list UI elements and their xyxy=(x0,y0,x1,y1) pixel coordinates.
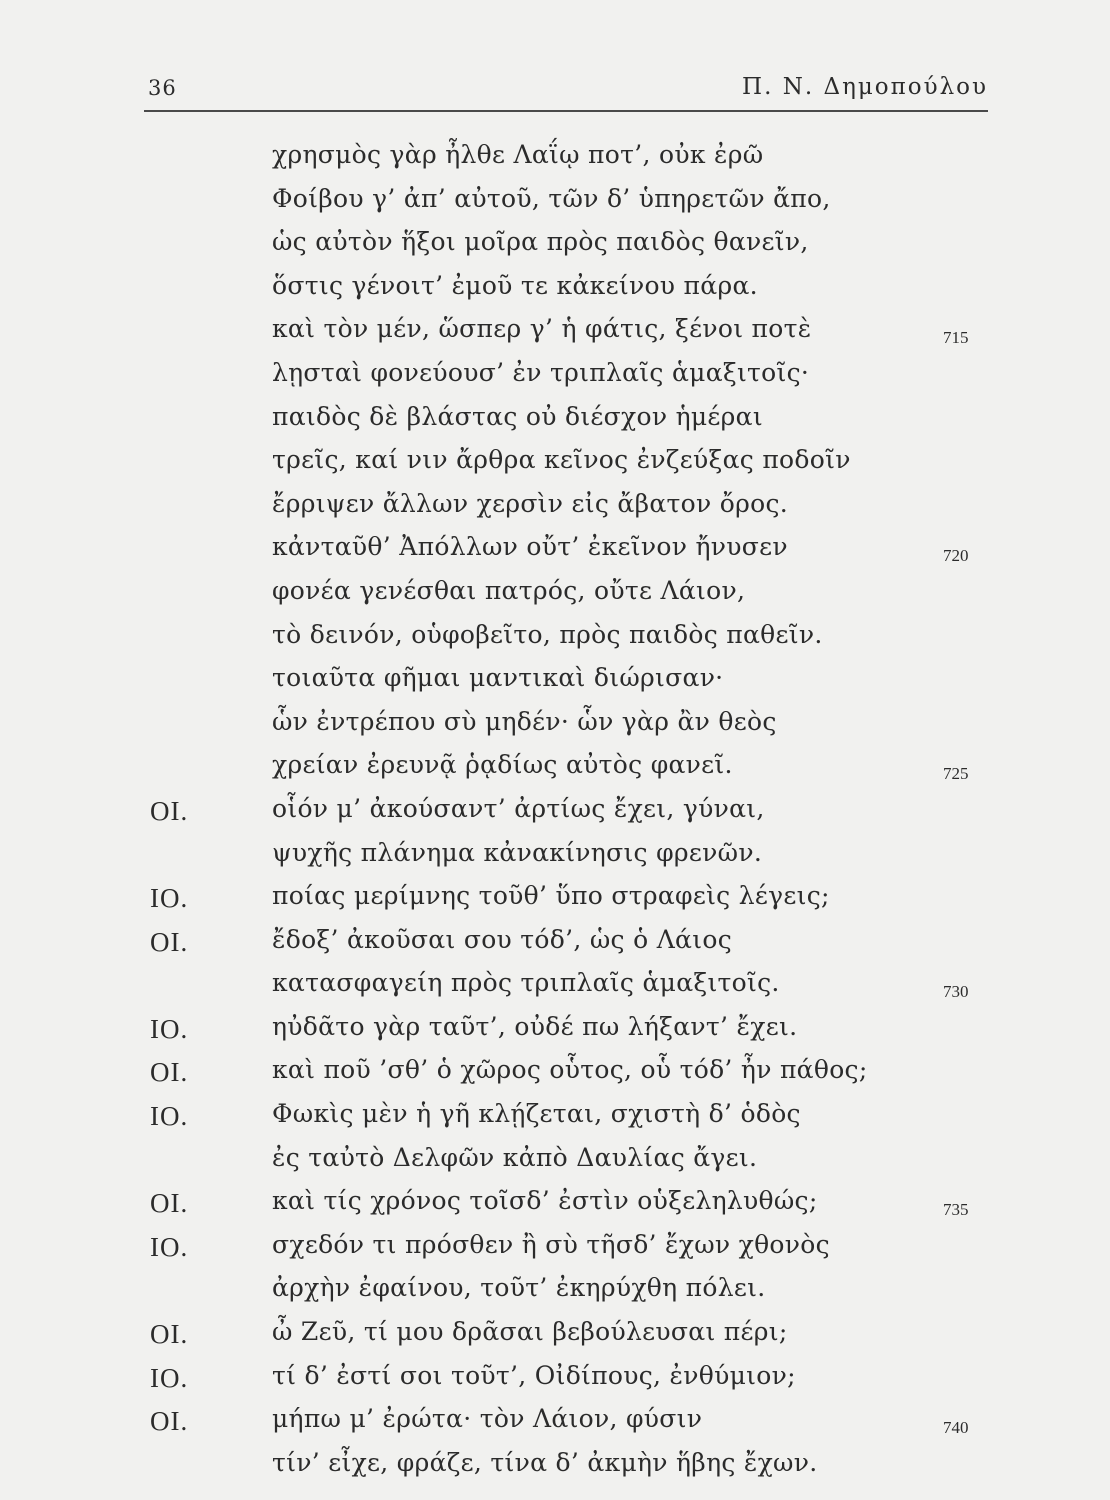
verse-text: καὶ τίς χρόνος τοῖσδ’ ἐστὶν οὑξεληλυθώς; xyxy=(272,1186,818,1216)
verse-text: λῃσταὶ φονεύουσ’ ἐν τριπλαῖς ἁμαξιτοῖς· xyxy=(272,357,810,387)
verse-text: ψυχῆς πλάνημα κἀνακίνησις φρενῶν. xyxy=(272,837,763,867)
verse-line xyxy=(0,1055,1110,1099)
verse-line xyxy=(0,881,1110,925)
verse-text: ἔρριψεν ἄλλων χερσὶν εἰς ἄβατον ὄρος. xyxy=(272,488,789,518)
verse-line xyxy=(0,1361,1110,1405)
verse-line xyxy=(0,1273,1110,1317)
verse-text: τοιαῦτα φῆμαι μαντικαὶ διώρισαν· xyxy=(272,663,724,693)
verse-text: καὶ τὸν μέν, ὥσπερ γ’ ἡ φάτις, ξένοι ποτὲ xyxy=(272,314,812,344)
verse-line xyxy=(0,184,1110,228)
verse-line xyxy=(0,1186,1110,1230)
verse-line xyxy=(0,794,1110,838)
verse-line xyxy=(0,1012,1110,1056)
speaker-label: ΟΙ. xyxy=(150,1319,189,1350)
verse-line xyxy=(0,663,1110,707)
verse-line xyxy=(0,620,1110,664)
verse-line xyxy=(0,707,1110,751)
verse-line xyxy=(0,314,1110,358)
verse-line xyxy=(0,1143,1110,1187)
line-number: 730 xyxy=(943,982,969,1002)
verse-line xyxy=(0,1230,1110,1274)
verse-text: τίν’ εἶχε, φράζε, τίνα δ’ ἀκμὴν ἥβης ἔχων. xyxy=(272,1447,818,1477)
verse-text: ἀρχὴν ἐφαίνου, τοῦτ’ ἐκηρύχθη πόλει. xyxy=(272,1273,766,1303)
verse-text: φονέα γενέσθαι πατρός, οὔτε Λάιον, xyxy=(272,575,746,605)
verse-block xyxy=(0,140,1110,1491)
verse-text: ποίας μερίμνης τοῦθ’ ὕπο στραφεὶς λέγεις; xyxy=(272,881,830,911)
verse-text: κἀνταῦθ’ Ἀπόλλων οὔτ’ ἐκεῖνον ἤνυσεν xyxy=(272,532,788,562)
speaker-label: ΙΟ. xyxy=(150,883,189,914)
verse-text: τί δ’ ἐστί σοι τοῦτ’, Οἰδίπους, ἐνθύμιον; xyxy=(272,1360,796,1390)
line-number: 740 xyxy=(943,1418,969,1438)
verse-line xyxy=(0,1317,1110,1361)
verse-text: οἷόν μ’ ἀκούσαντ’ ἀρτίως ἔχει, γύναι, xyxy=(272,793,765,823)
verse-text: ὡς αὐτὸν ἥξοι μοῖρα πρὸς παιδὸς θανεῖν, xyxy=(272,227,809,257)
verse-line xyxy=(0,750,1110,794)
verse-text: χρησμὸς γὰρ ἦλθε Λαΐῳ ποτ’, οὐκ ἐρῶ xyxy=(272,140,764,169)
verse-text: μήπω μ’ ἐρώτα· τὸν Λάιον, φύσιν xyxy=(272,1404,703,1434)
verse-line xyxy=(0,489,1110,533)
speaker-label: ΙΟ. xyxy=(150,1231,189,1262)
verse-line xyxy=(0,445,1110,489)
verse-line xyxy=(0,1404,1110,1448)
speaker-label: ΟΙ. xyxy=(150,1406,189,1437)
speaker-label: ΙΟ. xyxy=(150,1013,189,1044)
speaker-label: ΟΙ. xyxy=(150,795,189,826)
verse-text: ἐς ταὐτὸ Δελφῶν κἀπὸ Δαυλίας ἄγει. xyxy=(272,1142,758,1172)
verse-line xyxy=(0,576,1110,620)
verse-line xyxy=(0,140,1110,184)
verse-text: ὅστις γένοιτ’ ἐμοῦ τε κἀκείνου πάρα. xyxy=(272,270,758,300)
verse-line xyxy=(0,271,1110,315)
verse-line xyxy=(0,968,1110,1012)
header-rule xyxy=(144,110,988,112)
verse-text: Φοίβου γ’ ἀπ’ αὐτοῦ, τῶν δ’ ὑπηρετῶν ἄπο, xyxy=(272,183,831,213)
verse-line xyxy=(0,1448,1110,1492)
verse-text: καὶ ποῦ ’σθ’ ὁ χῶρος οὗτος, οὗ τόδ’ ἦν πάθος; xyxy=(272,1055,868,1085)
speaker-label: ΟΙ. xyxy=(150,1188,189,1219)
verse-line xyxy=(0,358,1110,402)
verse-line xyxy=(0,1099,1110,1143)
line-number: 715 xyxy=(943,328,969,348)
verse-text: ἔδοξ’ ἀκοῦσαι σου τόδ’, ὡς ὁ Λάιος xyxy=(272,924,732,954)
verse-text: σχεδόν τι πρόσθεν ἢ σὺ τῆσδ’ ἔχων χθονὸς xyxy=(272,1229,830,1259)
verse-text: ὧν ἐντρέπου σὺ μηδέν· ὧν γὰρ ἂν θεὸς xyxy=(272,706,777,736)
verse-text: Φωκὶς μὲν ἡ γῆ κλῄζεται, σχιστὴ δ’ ὁδὸς xyxy=(272,1099,801,1129)
verse-line xyxy=(0,838,1110,882)
verse-text: ηὐδᾶτο γὰρ ταῦτ’, οὐδέ πω λήξαντ’ ἔχει. xyxy=(272,1011,798,1041)
verse-line xyxy=(0,532,1110,576)
speaker-label: ΙΟ. xyxy=(150,1362,189,1393)
verse-line xyxy=(0,925,1110,969)
verse-line xyxy=(0,402,1110,446)
verse-text: τρεῖς, καί νιν ἄρθρα κεῖνος ἐνζεύξας ποδοῖν xyxy=(272,445,851,475)
verse-text: χρείαν ἐρευνᾷ ῥᾳδίως αὐτὸς φανεῖ. xyxy=(272,750,733,780)
speaker-label: ΙΟ. xyxy=(150,1101,189,1132)
line-number: 720 xyxy=(943,546,969,566)
verse-text: ὦ Ζεῦ, τί μου δρᾶσαι βεβούλευσαι πέρι; xyxy=(272,1317,788,1347)
line-number: 725 xyxy=(943,764,969,784)
speaker-label: ΟΙ. xyxy=(150,926,189,957)
page-header xyxy=(148,72,988,112)
line-number: 735 xyxy=(943,1200,969,1220)
verse-text: τὸ δεινόν, οὑφοβεῖτο, πρὸς παιδὸς παθεῖν. xyxy=(272,619,823,649)
verse-text: παιδὸς δὲ βλάστας οὐ διέσχον ἡμέραι xyxy=(272,401,763,431)
verse-line xyxy=(0,227,1110,271)
page-number: 36 xyxy=(148,76,177,100)
running-head: Π. Ν. Δημοπούλου xyxy=(742,74,988,100)
verse-text: κατασφαγείη πρὸς τριπλαῖς ἁμαξιτοῖς. xyxy=(272,968,780,998)
speaker-label: ΟΙ. xyxy=(150,1057,189,1088)
